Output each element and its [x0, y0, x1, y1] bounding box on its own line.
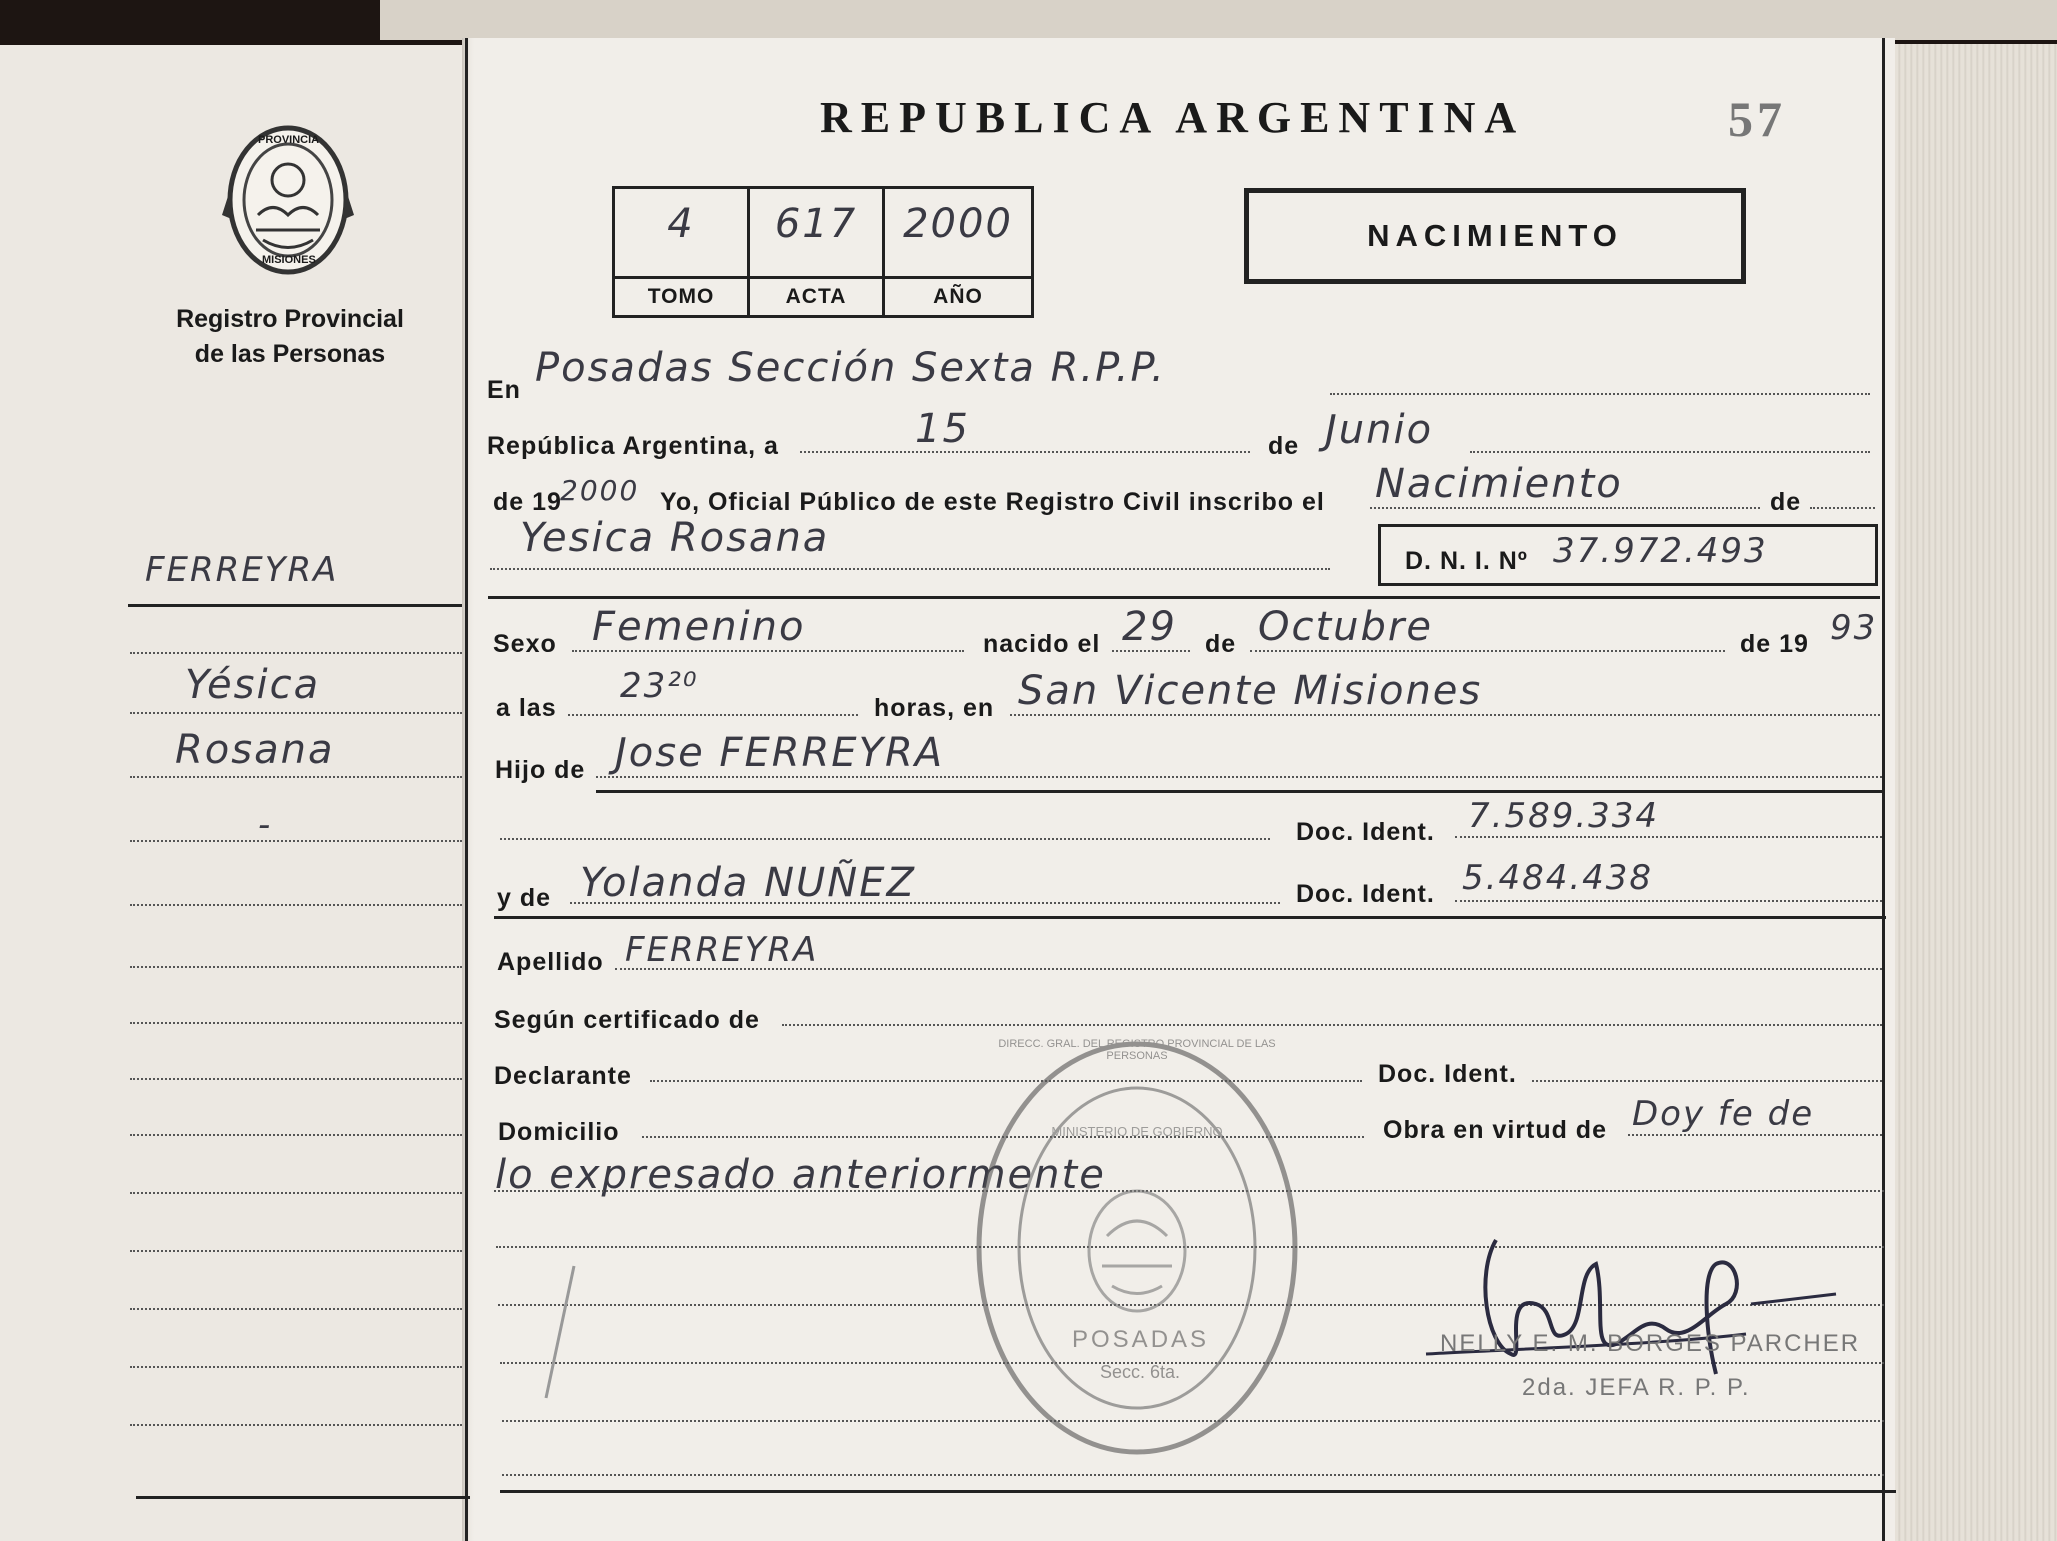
margin-middle-name: Rosana [175, 727, 335, 773]
declarante-doc-label: Doc. Ident. [1378, 1060, 1517, 1088]
event-de-label: de [1770, 488, 1802, 516]
father-doc-dots [1455, 836, 1882, 838]
record-box [612, 186, 1034, 318]
cancel-stroke [540, 1262, 580, 1402]
anio-cell [885, 189, 1031, 315]
sexo-value: Femenino [592, 604, 806, 650]
birth-day: 29 [1122, 604, 1177, 650]
signature-title-stamp: 2da. JEFA R. P. P. [1522, 1374, 1751, 1401]
republica-label: República Argentina, a [487, 432, 779, 460]
margin-surname-rule [128, 604, 462, 607]
name-dots [490, 568, 1330, 570]
sexo-label: Sexo [493, 630, 557, 658]
margin-dots [130, 1250, 462, 1252]
page-number: 57 [1728, 91, 1786, 147]
month-value: Junio [1325, 407, 1434, 453]
anio-label: AÑO [885, 276, 1031, 315]
margin-surname: FERREYRA [145, 550, 339, 590]
margin-first-name: Yésica [185, 662, 321, 708]
month-de-label: de [1268, 432, 1300, 460]
father-doc-label: Doc. Ident. [1296, 818, 1435, 846]
year-written: 2000 [560, 474, 640, 507]
mother-doc-label: Doc. Ident. [1296, 880, 1435, 908]
stamp-city: POSADAS [1072, 1326, 1210, 1353]
declarante-label: Declarante [494, 1062, 632, 1090]
birth-month-dots [1250, 650, 1725, 652]
backdrop [380, 0, 2057, 40]
mother-doc-dots [1455, 900, 1882, 902]
oficial-label: Yo, Oficial Público de este Registro Civil inscribo el [660, 488, 1325, 516]
official-stamp [972, 1036, 1302, 1460]
obra-dots [1628, 1134, 1882, 1136]
segun-dots [782, 1024, 1882, 1026]
margin-dots [130, 1192, 462, 1194]
month-dots [1470, 451, 1870, 453]
apellido-value: FERREYRA [625, 930, 819, 970]
birth-place: San Vicente Misiones [1018, 668, 1483, 714]
anio-value: 2000 [903, 201, 1013, 247]
margin-dots [130, 712, 462, 714]
father-extra-dots [500, 838, 1270, 840]
sexo-dots [572, 650, 964, 652]
obra-label: Obra en virtud de [1383, 1116, 1607, 1144]
right-border-line [1882, 38, 1885, 1541]
nacido-label: nacido el [983, 630, 1101, 658]
birth-time: 23²⁰ [620, 666, 699, 706]
event-dots-tail [1810, 507, 1875, 509]
day-dots [800, 451, 1250, 453]
inscribed-event: Nacimiento [1375, 461, 1623, 507]
acta-label: ACTA [750, 276, 882, 315]
dni-box [1378, 524, 1878, 586]
declarante-doc-dots [1532, 1080, 1882, 1082]
margin-dots [130, 776, 462, 778]
document-type-box [1244, 188, 1746, 284]
stamp-section: Secc. 6ta. [1100, 1362, 1181, 1382]
dni-label: D. N. I. Nº [1405, 547, 1528, 575]
tomo-label: TOMO [615, 276, 747, 315]
en-label: En [487, 376, 521, 404]
y-de-label: y de [497, 884, 552, 912]
day-value: 15 [915, 406, 970, 452]
book-gutter [462, 38, 474, 1541]
obra-continuation: lo expresado anteriormente [495, 1152, 1106, 1198]
mother-dots [570, 902, 1280, 904]
year-prefix-label: de 19 [493, 488, 562, 516]
section-rule-2 [596, 790, 1882, 793]
country-heading: REPUBLICA ARGENTINA [820, 93, 1526, 142]
event-dots [1370, 507, 1760, 509]
margin-dots [130, 966, 462, 968]
place-value: Posadas Sección Sexta R.P.P. [535, 345, 1166, 391]
father-doc-value: 7.589.334 [1468, 796, 1660, 836]
registry-name [160, 302, 420, 372]
place-dots [1330, 393, 1870, 395]
section-rule-3 [494, 916, 1886, 919]
birth-de-label: de [1205, 630, 1237, 658]
horas-label: horas, en [874, 694, 995, 722]
mother-doc-value: 5.484.438 [1462, 858, 1654, 898]
margin-dots [130, 1366, 462, 1368]
hijo-label: Hijo de [495, 756, 586, 784]
cont-dots [502, 1474, 1884, 1476]
birth-year-suffix: 93 [1830, 608, 1878, 648]
obra-value: Doy fe de [1632, 1094, 1815, 1134]
stamp-inner-text: MINISTERIO DE GOBIERNO [1051, 1124, 1223, 1139]
margin-dots [130, 652, 462, 654]
stamp-ring-text: DIRECC. GRAL. DEL REGISTRO PROVINCIAL DE LAS PERSONAS [998, 1038, 1276, 1062]
father-dots [596, 776, 1882, 778]
a-las-label: a las [496, 694, 557, 722]
birth-place-dots [1010, 714, 1880, 716]
father-name: Jose FERREYRA [615, 730, 945, 776]
mother-name: Yolanda NUÑEZ [580, 860, 916, 906]
birth-day-dots [1112, 650, 1190, 652]
tomo-value: 4 [667, 201, 695, 247]
registry-name-line2: de las Personas [194, 340, 386, 368]
registry-name-line1: Registro Provincial [176, 305, 404, 333]
acta-value: 617 [774, 201, 858, 247]
birth-month: Octubre [1258, 604, 1433, 650]
seal-text-bottom: MISIONES [262, 254, 316, 266]
margin-dots [130, 1308, 462, 1310]
left-border-line [465, 38, 468, 1541]
margin-dots [130, 1078, 462, 1080]
section-rule-1 [488, 596, 1880, 599]
margin-dots [130, 1134, 462, 1136]
registry-seal [218, 120, 358, 280]
apellido-label: Apellido [497, 948, 604, 976]
segun-label: Según certificado de [494, 1006, 760, 1034]
apellido-dots [615, 968, 1882, 970]
document-type: NACIMIENTO [1367, 218, 1623, 253]
page-edges [1895, 44, 2057, 1541]
birth-year-prefix: de 19 [1740, 630, 1809, 658]
acta-cell [750, 189, 885, 315]
margin-dots [130, 840, 462, 842]
seal-text-top: PROVINCIA [258, 134, 320, 146]
margin-dots [130, 1424, 462, 1426]
dni-value: 37.972.493 [1553, 531, 1768, 571]
margin-bottom-rule [136, 1496, 470, 1499]
margin-dots [130, 904, 462, 906]
domicilio-label: Domicilio [498, 1118, 620, 1146]
signature-name-stamp: NELLY E. M. BORGES PARCHER [1440, 1330, 1861, 1357]
person-name: Yesica Rosana [520, 515, 830, 561]
tomo-cell [615, 189, 750, 315]
margin-dots [130, 1022, 462, 1024]
time-dots [568, 714, 858, 716]
bottom-rule [500, 1490, 1896, 1493]
margin-dash: - [258, 805, 273, 845]
